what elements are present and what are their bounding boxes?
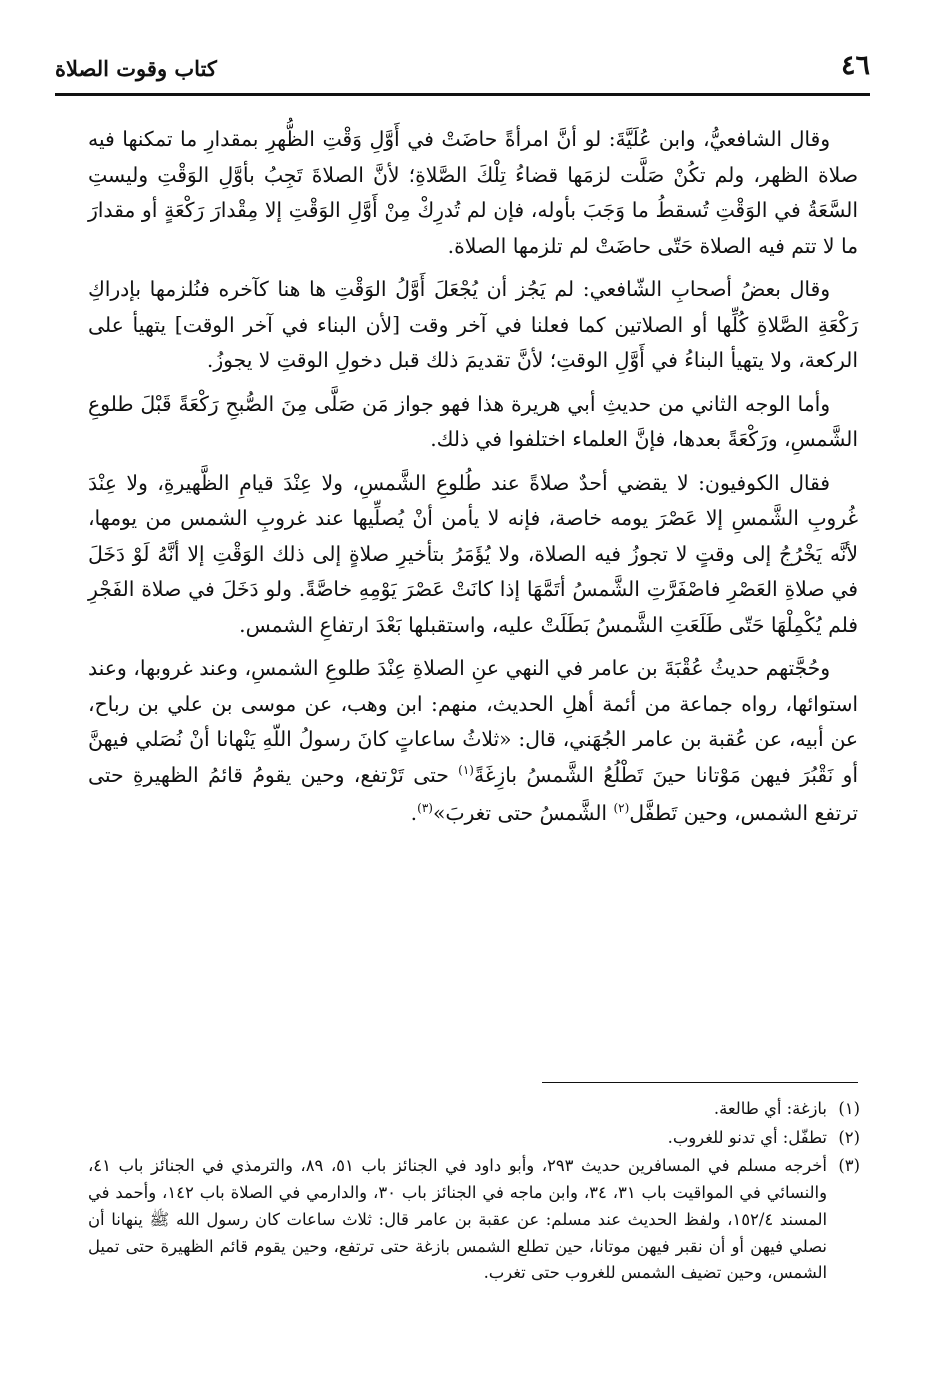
footnote-number: (٣) [838,1156,860,1176]
footnote-text: بازغة: أي طالعة. [713,1099,827,1118]
paragraph: وقال بعضُ أصحابِ الشّافعي: لم يَجُز أن يُجْعَلَ أَوَّلُ الوَقْتِ ها هنا كآخره فنُلزمها بإدراكِ رَكْعَةِ الصَّلاةِ كُلِّها أو الصلاتين كما فعلنا في آخر وقت [لأن البناء في آخر الوقت] يتهيأ على الركعة، ولا يتهيأ البناءُ في أَوَّلِ الوقتِ؛ لأنَّ تقديمَ ذلك قبل دخولِ الوقتِ لا يجوزُ. [88,277,858,372]
footnote-ref: (١) [458,762,474,777]
paragraph: وقال الشافعيُّ، وابن عُلَيَّةَ: لو أنَّ امرأةً حاضَتْ في أَوَّلِ وَقْتِ الظُّهرِ بمقدارِ ما تمكنها فيه صلاة الظهر، ولم تكُنْ صَلَّت لزمَها قضاءُ تِلْكَ الصَّلاةِ؛ لأنَّ الصلاةَ تَجِبُ بأوَّلِ الوَقْتِ وليستِ السَّعَةُ في الوَقْتِ تُسقطُ ما وَجَبَ بأوله، فإن لم تُدرِكْ مِنْ أَوَّلِ الوَقْتِ إلا مِقْدارَ رَكْعَةٍ أو مقدارَ ما لا تتم فيه الصلاة حَتّى حاضَتْ لم تلزمها الصلاة. [88,127,858,258]
footnote [88,1125,860,1152]
footnote-separator [542,1082,858,1083]
footnote [88,1096,860,1123]
footnote-text: تطفّل: أي تدنو للغروب. [667,1127,827,1147]
footnote-ref: (٢) [613,801,630,815]
paragraph-text: حتى تَرْتفع، وحين يقومُ قائمُ الظهيرةِ حتى ترتفع الشمس، وحين تَطفَّل [88,762,858,825]
paragraph: فقال الكوفيون: لا يقضي أحدٌ صلاةً عند طُلوعِ الشَّمسِ، ولا عِنْدَ قيامِ الظَّهيرةِ، ولا عِنْدَ غُروبِ الشَّمسِ إلا عَصْرَ يومه خاصة، فإنه لا يأمن أنْ يُصلِّيها عند غروبِ الشمس من يومها، لأنَّه يَخْرُجُ إلى وقتٍ لا تجوزُ فيه الصلاة، ولا يُؤَمَرُ بتأخيرِ صلاةٍ إلى ذلك الوَقْتِ إلا أنَّهُ لَوْ دَخَلَ في صلاةِ العَصْرِ فاصْفَرَّتِ الشَّمسُ أتَمَّهَا إذا كانَتْ عَصْرَ يَوْمِهِ خاصَّةً. ولو دَخَلَ في صلاة الفَجْرِ فلم يُكْمِلْهَا حَتّى طَلَعَتِ الشَّمسُ بَطَلَتْ عليه، واستقبلها بَعْدَ ارتفاعِ الشمس. [88,470,858,637]
header-rule [55,93,870,96]
paragraph: وأما الوجه الثاني من حديثِ أبي هريرة هذا فهو جواز مَن صَلَّى مِنَ الصُّبحِ رَكْعَةً قَبْلَ طلوعِ الشَّمسِ، ورَكْعَةً بعدها، فإنَّ العلماء اختلفوا في ذلك. [88,391,858,451]
footnote-number: (٢) [838,1127,860,1147]
paragraph-text: . [410,801,418,825]
page-number: ٤٦ [840,50,870,81]
paragraph-text: وحُجَّتهم حديثُ عُقْبَةَ بن عامر في النهي عنِ الصلاةِ عِنْدَ طلوعِ الشمسِ، وعند غروبها، وعند استوائها، رواه جماعة من أئمة أهلِ الحديث، منهم: ابن وهب، عن موسى بن علي بن رباح، عن أبيه، عن عُقبة بن عامر الجُهَني، قال: «ثلاثُ ساعاتٍ كانَ رسولُ اللّهِ يَنْهانا أنْ نُصَلي فيهنَّ أو نَقْبُرَ فيهن مَوْتانا حينَ تَطْلُعُ الشَّمسُ بازِغَةً [88,656,858,787]
footnote-number: (١) [838,1099,860,1118]
footnote-text: أخرجه مسلم في المسافرين حديث ٢٩٣، وأبو داود في الجنائز باب ٥١، ٨٩، والترمذي في الجنائز باب ٤١، والنسائي في المواقيت باب ٣١، ٣٤، وابن ماجه في الجنائز باب ٣٠، والدارمي في الصلاة باب ١٤٢، وأحمد في المسند ١٥٢/٤، ولفظ الحديث عند مسلم: عن عقبة بن عامر قال: ثلاث ساعات كان رسول الله ﷺ ينهانا أن نصلي فيهن أو أن نقبر فيهن موتانا، حين تطلع الشمس بازغة حتى ترتفع، وحين يقوم قائم الظهيرة حتى تميل الشمس، وحين تضيف الشمس للغروب حتى تغرب. [88,1156,828,1283]
main-text [88,122,858,843]
running-title: كتاب وقوت الصلاة [55,56,217,81]
paragraph-with-hadith [88,651,858,835]
footnote [88,1153,860,1287]
paragraph-text: الشَّمسُ حتى تغربَ» [432,801,614,825]
footnote-ref: (٣) [417,801,433,815]
footnotes [88,1096,860,1289]
page-header [55,50,870,96]
